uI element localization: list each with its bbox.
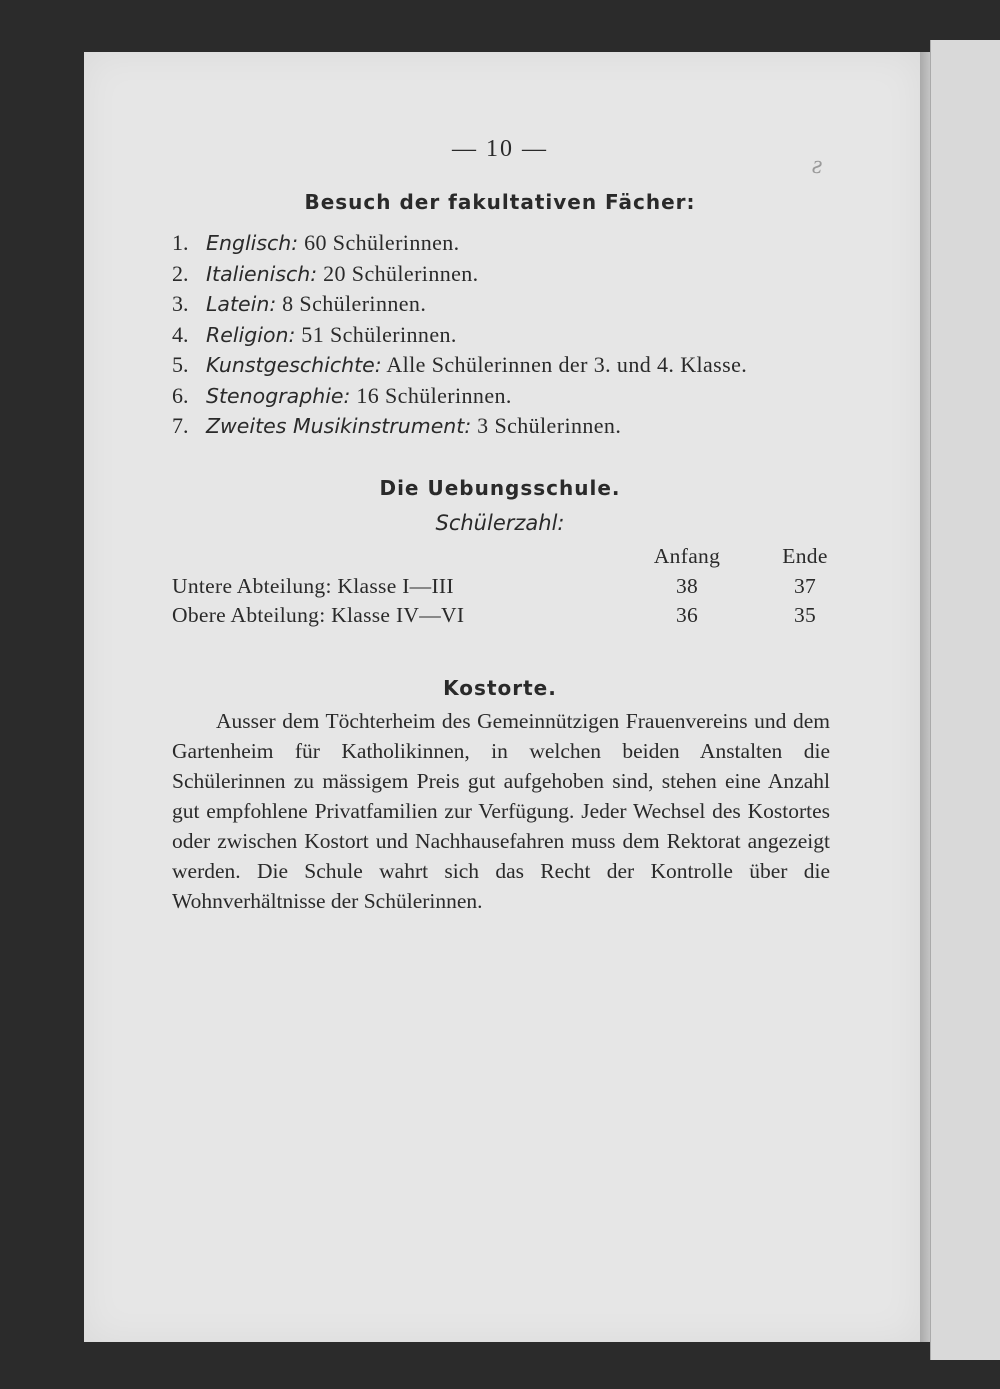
item-number: 3.	[172, 291, 189, 316]
list-item	[172, 350, 852, 381]
page-number: — 10 —	[452, 136, 548, 162]
boarding-heading: Kostorte.	[443, 676, 557, 700]
item-text: 20 Schülerinnen.	[317, 260, 479, 286]
end-count: 35	[793, 603, 817, 627]
item-text: 16 Schülerinnen.	[350, 382, 512, 408]
subject-name: Zweites Musikinstrument:	[206, 414, 472, 438]
list-item	[172, 320, 852, 351]
table-row	[172, 574, 832, 604]
list-item	[172, 259, 852, 290]
item-number: 5.	[172, 352, 189, 377]
optional-subjects-heading: Besuch der fakultativen Fächer:	[304, 190, 696, 214]
subject-name: Englisch:	[206, 231, 299, 255]
list-item	[172, 411, 852, 442]
subject-name: Stenographie:	[206, 383, 351, 408]
row-label: Obere Abteilung: Klasse IV—VI	[172, 603, 465, 627]
list-item	[172, 289, 852, 320]
item-text: Alle Schülerinnen der 3. und 4. Klasse.	[381, 352, 748, 377]
item-text: 8 Schülerinnen.	[276, 291, 427, 316]
item-text: 60 Schülerinnen.	[298, 230, 460, 255]
list-item	[172, 381, 852, 412]
practice-school-heading: Die Uebungsschule.	[379, 476, 621, 500]
pencil-mark-icon: ƨ	[812, 150, 823, 179]
item-number: 1.	[172, 230, 189, 255]
subject-name: Kunstgeschichte:	[206, 353, 382, 377]
adjacent-page	[930, 40, 1000, 1360]
row-label: Untere Abteilung: Klasse I—III	[172, 573, 454, 598]
end-count: 37	[793, 573, 817, 598]
item-number: 4.	[172, 321, 189, 347]
item-number: 2.	[172, 260, 189, 286]
list-item	[172, 228, 852, 259]
column-header-start: Anfang	[653, 544, 721, 568]
boarding-paragraph: Ausser dem Töchterheim des Gemeinnützigen Frauenvereins und dem Gartenheim für Katholikinnen, in welchen beiden Anstalten die Schülerinnen zu mässigem Preis gut aufgehoben sind, stehen eine Anzahl gut empfohlene Privatfamilien zur Verfügung. Jeder Wechsel des Kostortes oder zwischen Kostort und Nachhausefahren muss dem Rektorat angezeigt werden. Die Schule wahrt sich das Recht der Kontrolle über die Wohnverhältnisse der Schülerinnen.	[172, 709, 830, 913]
item-number: 7.	[172, 413, 189, 438]
student-count-table	[172, 544, 832, 633]
subject-name: Religion:	[206, 322, 296, 347]
item-text: 3 Schülerinnen.	[471, 413, 622, 438]
student-count-subheading: Schülerzahl:	[435, 511, 565, 535]
subject-name: Latein:	[206, 292, 277, 316]
subject-name: Italienisch:	[206, 261, 318, 286]
table-row	[172, 603, 832, 633]
start-count: 36	[675, 603, 699, 627]
item-number: 6.	[172, 382, 189, 408]
table-header-row	[172, 544, 832, 574]
optional-subjects-list	[172, 228, 852, 442]
column-header-end: Ende	[782, 544, 828, 568]
start-count: 38	[675, 573, 699, 598]
item-text: 51 Schülerinnen.	[295, 321, 457, 347]
